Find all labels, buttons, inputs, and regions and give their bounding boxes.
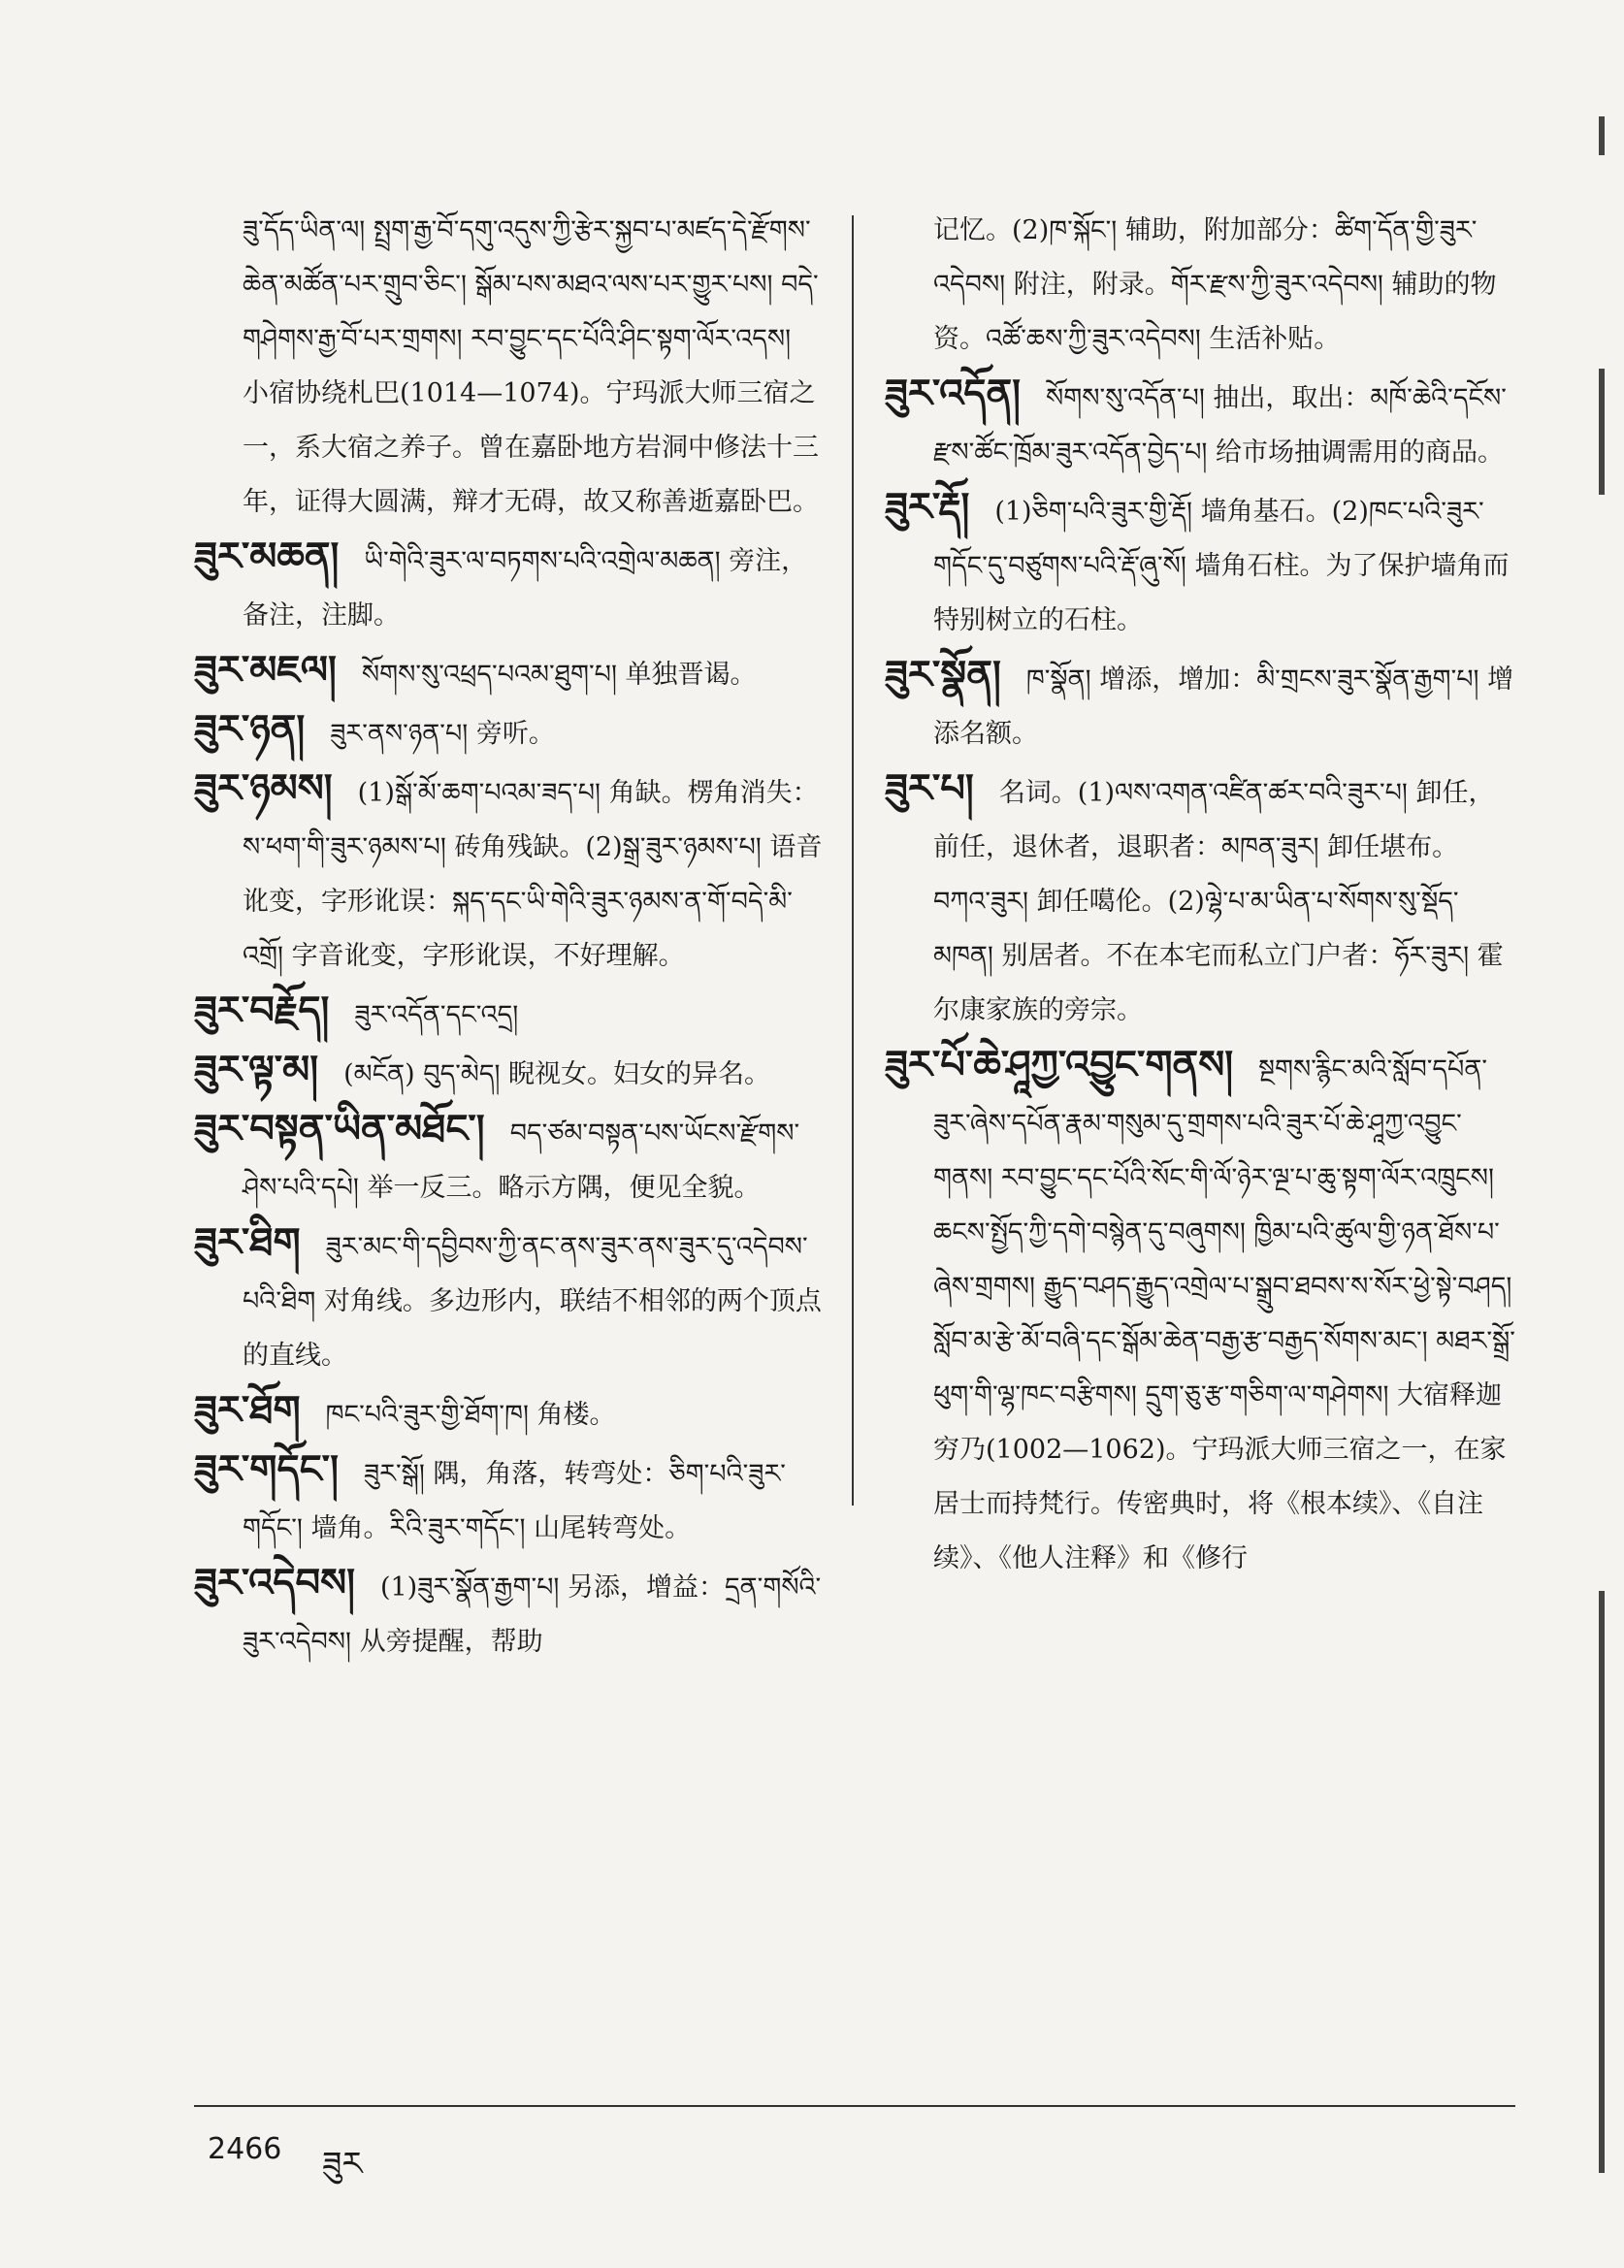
dictionary-entry: [194, 1383, 825, 1442]
dictionary-entry: [194, 1043, 825, 1102]
dictionary-entry: [885, 648, 1515, 761]
dictionary-entry: [194, 1556, 825, 1669]
scan-mark: [1599, 116, 1605, 155]
entry-headword: ཟུར་འདོན།: [885, 371, 1021, 416]
entry-headword: ཟུར་པ།: [885, 765, 974, 811]
entry-headword: ཟུར་འདེབས།: [194, 1560, 355, 1605]
running-head: ཟུར: [322, 2145, 363, 2184]
entry-headword: ཟུར་ཐིག: [194, 1219, 301, 1265]
entry-continuation: [194, 204, 825, 530]
entry-headword: ཟུར་སྣོན།: [885, 652, 1001, 697]
entry-headword: ཟུར་མཆན།: [194, 534, 340, 579]
entry-definition: ཟུར་འདོན་དང་འདྲ།: [354, 1000, 519, 1030]
dictionary-entry: [885, 1038, 1515, 1586]
dictionary-entry: [194, 530, 825, 643]
entry-headword: ཟུར་ཐོག: [194, 1387, 301, 1433]
entry-definition: 记忆。(2)ཁ་སྐོང་། 辅助，附加部分：ཚིག་དོན་གྱི་ཟུར་འདེབས། 附注，附录。གོར་རྫས་ཀྱི་ཟུར་འདེབས། 辅助的物资。འཚོ་ཆས་ཀྱི་ཟུར་འདེབས། 生活补贴。: [933, 215, 1497, 354]
entry-definition: ཟུར་ནས་ཉན་པ། 旁听。: [330, 719, 555, 749]
entry-definition: (1)ཟུར་སྣོན་རྒྱག་པ། 另添，增益：དྲན་གསོའི་ཟུར་འདེབས། 从旁提醒，帮助: [243, 1572, 822, 1657]
entry-headword: ཟུར་པོ་ཆེ་ཤཱཀྱ་འབྱུང་གནས།: [885, 1042, 1234, 1087]
entry-headword: ཟུར་བརྗོད།: [194, 988, 330, 1033]
page-number: 2466: [208, 2132, 282, 2166]
dictionary-entry: [194, 1102, 825, 1215]
entry-definition: ཁང་པའི་ཟུར་གྱི་ཐོག་ཁ། 角楼。: [325, 1400, 616, 1430]
entry-definition: ཟུར་སྒོ། 隅，角落，转弯处：ཅིག་པའི་ཟུར་གདོང་། 墙角。རིའི་ཟུར་གདོང་། 山尾转弯处。: [243, 1459, 786, 1543]
entry-definition: ཁ་སྣོན། 增添，增加：མི་གྲངས་ཟུར་སྣོན་རྒྱག་པ། 增添名额。: [933, 664, 1514, 749]
entry-definition: ཟུ་དོད་ཡིན་ལ། སྤྲག་རྒྱ་བོ་དགུ་འདུས་ཀྱི་རྩེར་སྐྱབ་པ་མཛད་དེ་རྫོགས་ཆེན་མཚོན་པར་གྲུབ་ཅིང་། སྒོམ་པས་མཐའ་ལས་པར་གྱུར་པས། བདེ་གཤེགས་རྒྱ་བོ་པར་གྲགས། རབ་བྱུང་དང་པོའི་ཤིང་སྟག་ལོར་འདས། 小宿协绕札巴(1014—1074)。宁玛派大师三宿之一，系大宿之养子。曾在嘉卧地方岩洞中修法十三年，证得大圆满，辩才无碍，故又称善逝嘉卧巴。: [243, 215, 819, 517]
entry-definition: སོགས་སུ་འདོན་པ། 抽出，取出：མཁོ་ཆེའི་དངོས་རྫས་ཚོང་ཁྲོམ་ཟུར་འདོན་བྱེད་པ། 给市场抽调需用的商品。: [933, 383, 1507, 468]
dictionary-entry: [194, 761, 825, 984]
entry-definition: 名词。(1)ལས་འགན་འཛིན་ཚར་བའི་ཟུར་པ། 卸任，前任，退休者，退职者：མཁན་ཟུར། 卸任堪布。བཀའ་ཟུར། 卸任噶伦。(2)ལྷེ་པ་མ་ཡིན་པ་སོགས་སུ་སྡོད་མཁན། 别居者。不在本宅而私立门户者：ཧོར་ཟུར། 霍尔康家族的旁宗。: [933, 778, 1504, 1025]
entry-definition: ཟུར་མང་གི་དབྱིབས་ཀྱི་ནང་ནས་ཟུར་ནས་ཟུར་དུ་འདེབས་པའི་ཐིག 对角线。多边形内，联结不相邻的两个顶点的直线。: [243, 1232, 822, 1371]
left-column: [194, 204, 825, 1669]
entry-continuation: [885, 204, 1515, 367]
dictionary-entry: [194, 1442, 825, 1556]
entry-headword: ཟུར་གདོང་།: [194, 1446, 339, 1492]
entry-definition: བད་ཙམ་བསྟན་པས་ཡོངས་རྫོགས་ཤེས་པའི་དཔེ། 举一反三。略示方隅，便见全貌。: [243, 1118, 800, 1203]
dictionary-entry: [194, 643, 825, 702]
dictionary-entry: [194, 702, 825, 761]
entry-headword: ཟུར་ཉམས།: [194, 765, 333, 811]
scan-edge-marks: [1566, 0, 1605, 2268]
entry-headword: ཟུར་ཉན།: [194, 706, 306, 752]
entry-definition: (མངོན) བུད་མེད། 睨视女。妇女的异名。: [343, 1059, 771, 1089]
scan-mark: [1599, 369, 1605, 495]
dictionary-entry: [194, 1215, 825, 1383]
entry-headword: ཟུར་བསྟན་ཡིན་མཐོང་།: [194, 1106, 485, 1151]
right-column: [885, 204, 1515, 1586]
dictionary-entry: [885, 367, 1515, 480]
entry-definition: སོགས་སུ་འཕྲད་པའམ་ཐུག་པ། 单独晋谒。: [361, 660, 757, 690]
dictionary-entry: [194, 984, 825, 1043]
entry-headword: ཟུར་ལྟ་མ།: [194, 1047, 319, 1092]
dictionary-entry: [885, 480, 1515, 648]
entry-headword: ཟུར་མཇལ།: [194, 647, 337, 693]
entry-headword: ཟུར་རྡོ།: [885, 484, 970, 530]
column-divider: [852, 215, 854, 1506]
scan-mark: [1599, 1591, 1605, 2173]
entry-definition: (1)ཅིག་པའི་ཟུར་གྱི་རྡོ། 墙角基石。(2)ཁང་པའི་ཟུར་གདོང་དུ་བཙུགས་པའི་རྡོ་ཞུ་སོ། 墙角石柱。为了保护墙角而特别树立的石柱。: [933, 497, 1510, 635]
entry-definition: (1)སྒོ་མོ་ཆག་པའམ་ཟད་པ། 角缺。楞角消失：ས་ཕག་གི་ཟུར་ཉམས་པ། 砖角残缺。(2)སྒྲ་ཟུར་ཉམས་པ། 语音讹变，字形讹误：སྐད་དང་ཡི་གེའི་ཟུར་ཉམས་ན་གོ་བདེ་མི་འགྲོ། 字音讹变，字形讹误，不好理解。: [243, 778, 823, 971]
footer-rule: [194, 2105, 1515, 2107]
entry-definition: སྔགས་རྙིང་མའི་སློབ་དཔོན་ཟུར་ཞེས་དཔོན་རྣམ་གསུམ་དུ་གྲགས་པའི་ཟུར་པོ་ཆེ་ཤཱཀྱ་འབྱུང་གནས། རབ་བྱུང་དང་པོའི་སོང་གི་ལོ་ཉེར་ལྔ་པ་ཆུ་སྟག་ལོར་འཁྲུངས། ཆངས་སྤྱོད་ཀྱི་དགེ་བསྙེན་དུ་བཞུགས། ཁྱིམ་པའི་ཚུལ་གྱི་ཉན་ཐོས་པ་ཞེས་གྲགས། རྒྱུད་བཤད་རྒྱུད་འགྲེལ་པ་སྒྲུབ་ཐབས་ས་སོར་ཕྱེ་སྟེ་བཤད། སློབ་མ་རྩེ་མོ་བཞི་དང་སྒོམ་ཆེན་བརྒྱ་རྩ་བརྒྱད་སོགས་མང་། མཐར་སྒྲོ་ཕུག་གི་ལྷ་ཁང་བརྩིགས། དྲུག་ཅུ་རྩ་གཅིག་ལ་གཤེགས། 大宿释迦穷乃(1002—1062)。宁玛派大师三宿之一，在家居士而持梵行。传密典时，将《根本续》、《自注续》、《他人注释》和《修行: [933, 1054, 1515, 1573]
dictionary-entry: [885, 761, 1515, 1038]
entry-definition: ཡི་གེའི་ཟུར་ལ་བཏགས་པའི་འགྲེལ་མཆན། 旁注，备注，注脚。: [243, 546, 808, 631]
